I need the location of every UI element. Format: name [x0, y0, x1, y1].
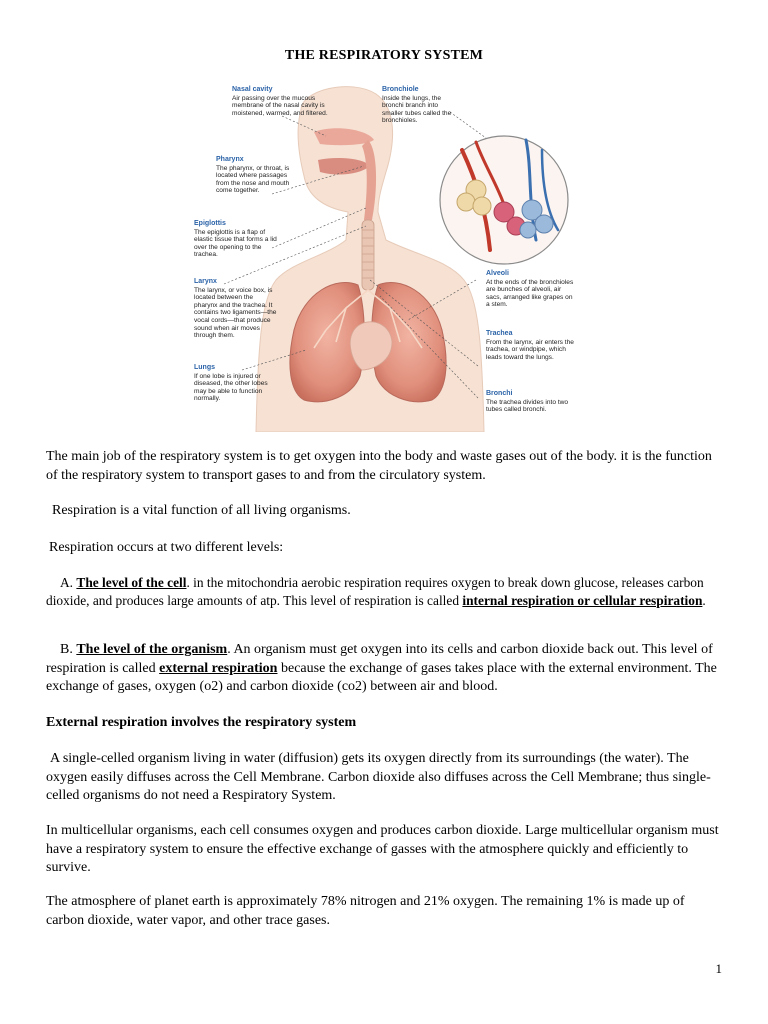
label-epiglottis-title: Epiglottis: [194, 220, 226, 227]
respiratory-system-figure: [186, 80, 584, 432]
label-nasal-cavity-text: Air passing over the mucous membrane of the nasal cavity is moistened, warmed, and filtered.: [232, 94, 328, 117]
page-title: THE RESPIRATORY SYSTEM: [284, 48, 484, 63]
label-bronchiole-title: Bronchiole: [382, 86, 419, 93]
level-a-prefix: A.: [60, 575, 74, 590]
section-heading-external-respiration: External respiration involves the respiratory system: [46, 715, 357, 730]
label-epiglottis: [194, 220, 278, 259]
level-cell-text: . in the mitochondria aerobic respiration requires oxygen to break down glucose, releases carbon dioxide, and produces large amounts of atp. This level of respiration is called: [46, 575, 704, 608]
paragraph-single-celled: A single-celled organism living in water (diffusion) gets its oxygen directly from its surroundings (the water). The oxygen easily diffuses across the Cell Membrane. Carbon dioxide also diffuses across the Cell Membrane; thus single-celled organisms do not need a Respiratory System.: [46, 751, 711, 803]
label-alveoli-title: Alveoli: [486, 270, 509, 277]
label-pharynx-text: The pharynx, or throat, is located where passages from the nose and mouth come together.: [216, 164, 290, 195]
label-lungs: [194, 364, 278, 403]
paragraph-vital-function: Respiration is a vital function of all living organisms.: [52, 503, 351, 518]
label-lungs-text: If one lobe is injured or diseased, the other lobes may be able to function normally.: [194, 372, 268, 403]
page-number: 1: [715, 961, 722, 976]
level-b-prefix: B.: [60, 642, 73, 657]
paragraph-level-cell: [46, 574, 726, 609]
label-nasal-cavity: [232, 86, 328, 117]
paragraph-two-levels: Respiration occurs at two different levels:: [49, 540, 284, 555]
paragraph-atmosphere: The atmosphere of planet earth is approximately 78% nitrogen and 21% oxygen. The remaining 1% is made up of carbon dioxide, water vapor, and other trace gases.: [46, 894, 685, 928]
level-organism-heading: The level of the organism: [76, 642, 228, 657]
label-pharynx: [216, 156, 300, 195]
external-respiration-term: external respiration: [159, 660, 278, 676]
paragraph-multicellular: In multicellular organisms, each cell consumes oxygen and produces carbon dioxide. Large multicellular organism must have a respiratory system to ensure the effective exchange of gasses with the atmosphere quickly and efficiently to survive.: [46, 823, 719, 875]
level-cell-end: .: [702, 592, 706, 608]
label-larynx-text: The larynx, or voice box, is located between the pharynx and the trachea. It contains two ligaments—the vocal cords—that produce sound when air moves through them.: [194, 286, 277, 340]
level-organism-text-2: because the exchange of gases takes place with the external environment. The exchange of gases, oxygen (o2) and carbon dioxide (co2) between air and blood.: [46, 660, 717, 694]
label-bronchiole: [382, 86, 454, 125]
label-nasal-cavity-title: Nasal cavity: [232, 86, 273, 93]
trachea: [362, 220, 374, 290]
label-bronchi-title: Bronchi: [486, 390, 513, 397]
label-pharynx-title: Pharynx: [216, 156, 244, 163]
paragraph-main-job: The main job of the respiratory system is to get oxygen into the body and waste gases out of the body. it is the function of the respiratory system to transport gases to and from the circulatory system.: [46, 449, 712, 483]
label-alveoli-text: At the ends of the bronchioles are bunches of alveoli, air sacs, arranged like grapes on a stem.: [486, 278, 574, 309]
label-bronchi-text: The trachea divides into two tubes called bronchi.: [486, 398, 569, 414]
label-alveoli: [486, 270, 576, 309]
paragraph-level-organism: [46, 641, 726, 697]
label-bronchiole-text: Inside the lungs, the bronchi branch into smaller tubes called the bronchioles.: [382, 94, 452, 125]
level-cell-heading: The level of the cell: [76, 575, 187, 590]
label-larynx-title: Larynx: [194, 278, 217, 285]
label-bronchi: [486, 390, 576, 414]
label-lungs-title: Lungs: [194, 364, 215, 371]
label-trachea-title: Trachea: [486, 330, 513, 337]
level-organism-text: . An organism must get oxygen into its cells and carbon dioxide back out. This level of respiration is called: [46, 642, 713, 676]
label-trachea-text: From the larynx, air enters the trachea, or windpipe, which leads toward the lungs.: [486, 338, 574, 361]
label-epiglottis-text: The epiglottis is a flap of elastic tissue that forms a lid over the opening to the trachea.: [194, 228, 277, 259]
label-larynx: [194, 278, 278, 340]
label-trachea: [486, 330, 576, 361]
internal-respiration-term: internal respiration or cellular respiration: [462, 592, 703, 608]
